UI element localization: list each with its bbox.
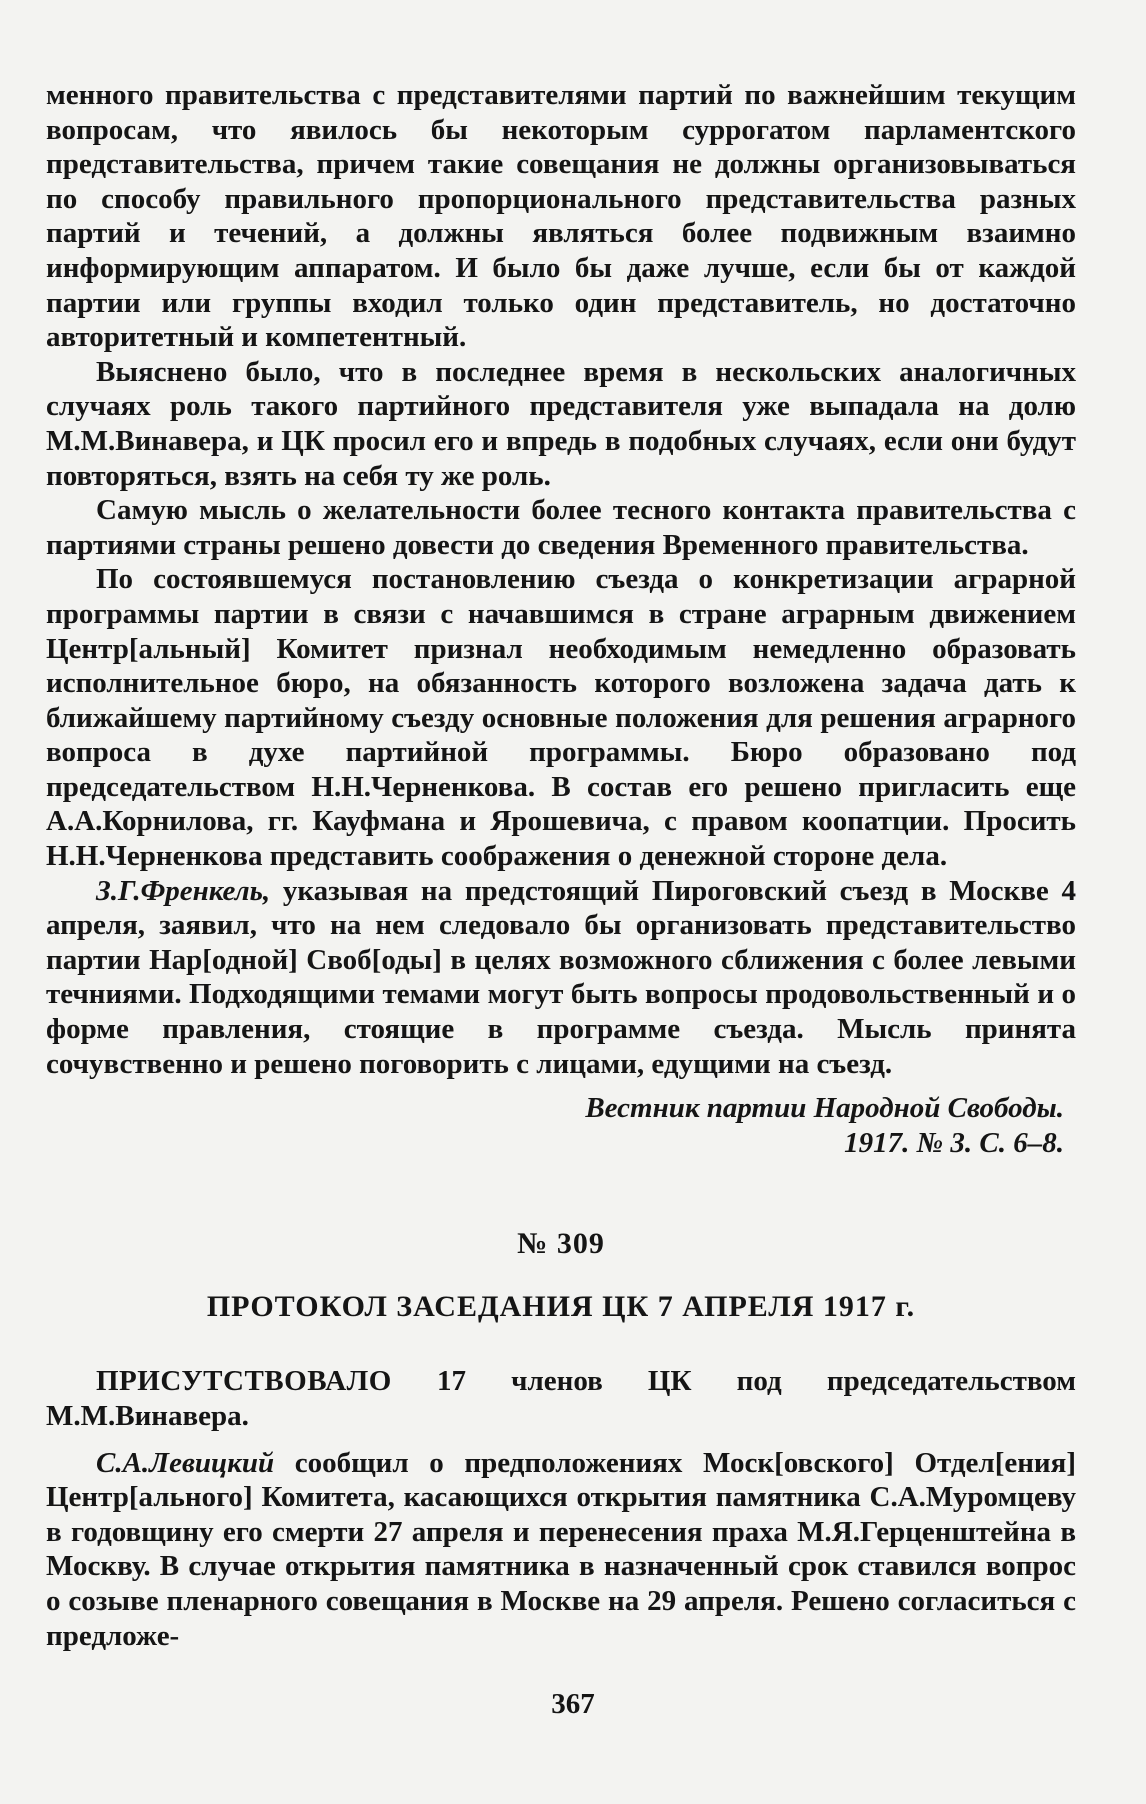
paragraph-3: Самую мысль о желательности более тесного контакта правительства с партиями страны решено довести до сведения Временного правительства. xyxy=(46,494,1076,561)
attendance-paragraph xyxy=(46,1364,1076,1433)
speaker-name: З.Г.Френкель, xyxy=(96,874,271,907)
source-citation xyxy=(46,1091,1064,1161)
paragraph-1: менного правительства с представителями партий по важнейшим текущим вопросам, что явилось бы некоторым суррогатом парламентского представительства, причем такие совещания не должны организовываться по способу правильного пропорционального представительства разных партий и течений, а должны являться более подвижным взаимно информирующим аппаратом. И было бы даже лучше, если бы от каждой партии или группы входил только один представитель, но достаточно авторитетный и компетентный. xyxy=(46,79,1076,354)
attendance-text: 17 членов ЦК под председательством М.М.Винавера. xyxy=(46,1365,1076,1432)
document-title: ПРОТОКОЛ ЗАСЕДАНИЯ ЦК 7 АПРЕЛЯ 1917 г. xyxy=(206,1289,916,1323)
speaker-name-2: С.А.Левицкий xyxy=(96,1446,275,1479)
document-number: № 309 xyxy=(517,1227,605,1261)
source-line-2: 1917. № 3. С. 6–8. xyxy=(844,1127,1064,1160)
paragraph-6-text: сообщил о предположениях Моск[овского] Отдел[ения] Центр[ального] Комитета, касающихся открытия памятника С.А.Муромцеву в годовщину его смерти 27 апреля и перенесения праха М.Я.Герценштейна в Москву. В случае открытия памятника в назначенный срок ставился вопрос о созыве пленарного совещания в Москве на 29 апреля. Решено согласиться с предложе- xyxy=(46,1446,1076,1652)
paragraph-4: По состоявшемуся постановлению съезда о конкретизации аграрной программы партии в связи с начавшимся в стране аграрным движением Центр[альный] Комитет признал необходимым немедленно образовать исполнительное бюро, на обязанность которого возложена задача дать к ближайшему партийному съезду основные положения для решения аграрного вопроса в духе партийной программы. Бюро образовано под председательством Н.Н.Черненкова. В состав его решено пригласить еще А.А.Корнилова, гг. Кауфмана и Ярошевича, с правом коопатции. Просить Н.Н.Черненкова представить соображения о денежной стороне дела. xyxy=(46,563,1076,873)
paragraph-5-text: указывая на предстоящий Пироговский съезд в Москве 4 апреля, заявил, что на нем следовало бы организовать представительство партии Нар[одной] Своб[оды] в целях возможного сближения с более левыми течниями. Подходящими темами могут быть вопросы продовольственный и о форме правления, стоящие в программе съезда. Мысль принята сочувственно и решено поговорить с лицами, едущими на съезд. xyxy=(46,874,1077,1080)
paragraph-5 xyxy=(46,874,1076,1082)
attendance-caps: ПРИСУТСТВОВАЛО xyxy=(96,1365,392,1398)
page-number: 367 xyxy=(551,1688,595,1720)
source-line-1: Вестник партии Народной Свободы. xyxy=(585,1092,1064,1125)
paragraph-6 xyxy=(46,1446,1076,1654)
paragraph-2: Выяснено было, что в последнее время в нескольских аналогичных случаях роль такого партийного представителя уже выпадала на долю М.М.Винавера, и ЦК просил его и впредь в подобных случаях, если они будут повторяться, взять на себя ту же роль. xyxy=(46,355,1076,492)
text-column xyxy=(46,78,1076,1653)
